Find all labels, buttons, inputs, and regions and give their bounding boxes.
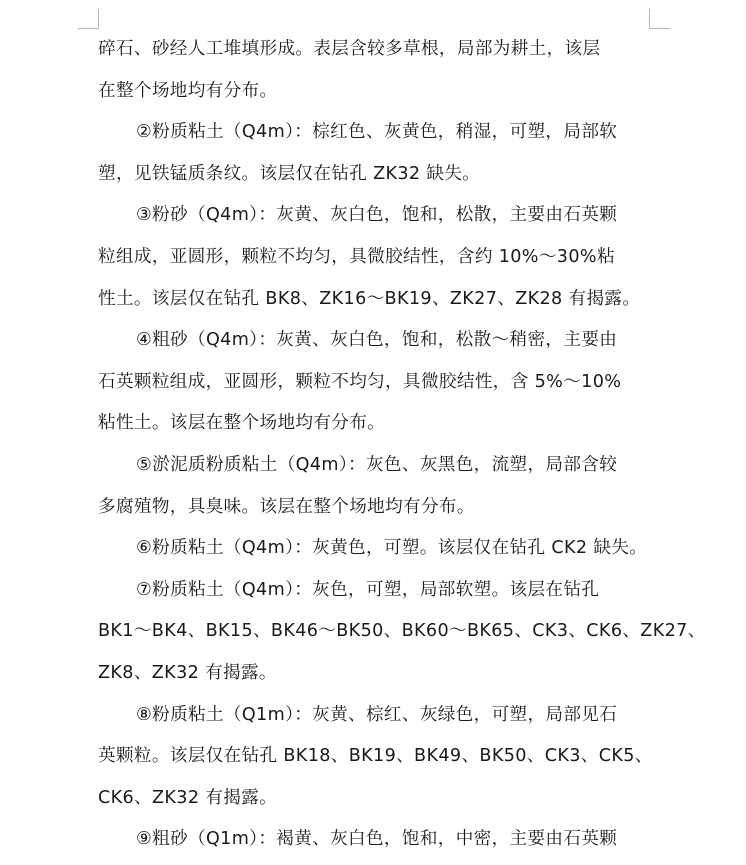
text-line: BK1～BK4、BK15、BK46～BK50、BK60～BK65、CK3、CK6、ZK27、: [98, 621, 706, 642]
text-line: 性土。该层仅在钻孔 BK8、ZK16～BK19、ZK27、ZK28 有揭露。: [98, 288, 641, 309]
corner-mark-top-left-horizontal: [78, 28, 99, 29]
text-line: ③粉砂（Q4m）：灰黄、灰白色，饱和，松散，主要由石英颗: [136, 205, 618, 226]
text-line: ⑨粗砂（Q1m）：褐黄、灰白色，饱和，中密，主要由石英颗: [136, 829, 618, 850]
text-line: CK6、ZK32 有揭露。: [98, 787, 278, 808]
text-line: ⑧粉质粘土（Q1m）：灰黄、棕红、灰绿色，可塑，局部见石: [136, 704, 618, 725]
corner-mark-top-left-vertical: [98, 9, 99, 29]
text-line: ④粗砂（Q4m）：灰黄、灰白色，饱和，松散～稍密，主要由: [136, 330, 618, 351]
text-line: ⑥粉质粘土（Q4m）：灰黄色，可塑。该层仅在钻孔 CK2 缺失。: [136, 538, 648, 559]
text-line: 在整个场地均有分布。: [98, 80, 278, 101]
text-line: 粘性土。该层在整个场地均有分布。: [98, 413, 386, 434]
text-line: 石英颗粒组成，亚圆形，颗粒不均匀，具微胶结性，含 5%～10%: [98, 371, 622, 392]
text-line: 塑，见铁锰质条纹。该层仅在钻孔 ZK32 缺失。: [98, 163, 481, 184]
text-line: ZK8、ZK32 有揭露。: [98, 662, 277, 683]
text-line: ②粉质粘土（Q4m）：棕红色、灰黄色，稍湿，可塑，局部软: [136, 122, 618, 143]
text-line: 英颗粒。该层仅在钻孔 BK18、BK19、BK49、BK50、CK3、CK5、: [98, 746, 653, 767]
text-line: ⑦粉质粘土（Q4m）：灰色，可塑，局部软塑。该层在钻孔: [136, 579, 600, 600]
text-line: 碎石、砂经人工堆填形成。表层含较多草根，局部为耕土，该层: [98, 39, 601, 59]
text-line: ⑤淤泥质粉质粘土（Q4m）：灰色、灰黑色，流塑，局部含较: [136, 454, 618, 475]
text-line: 粒组成，亚圆形，颗粒不均匀，具微胶结性，含约 10%～30%粘: [98, 246, 615, 267]
corner-mark-top-right-vertical: [649, 9, 650, 29]
document-body[interactable]: [98, 29, 706, 861]
text-line: 多腐殖物，具臭味。该层在整个场地均有分布。: [98, 496, 475, 517]
